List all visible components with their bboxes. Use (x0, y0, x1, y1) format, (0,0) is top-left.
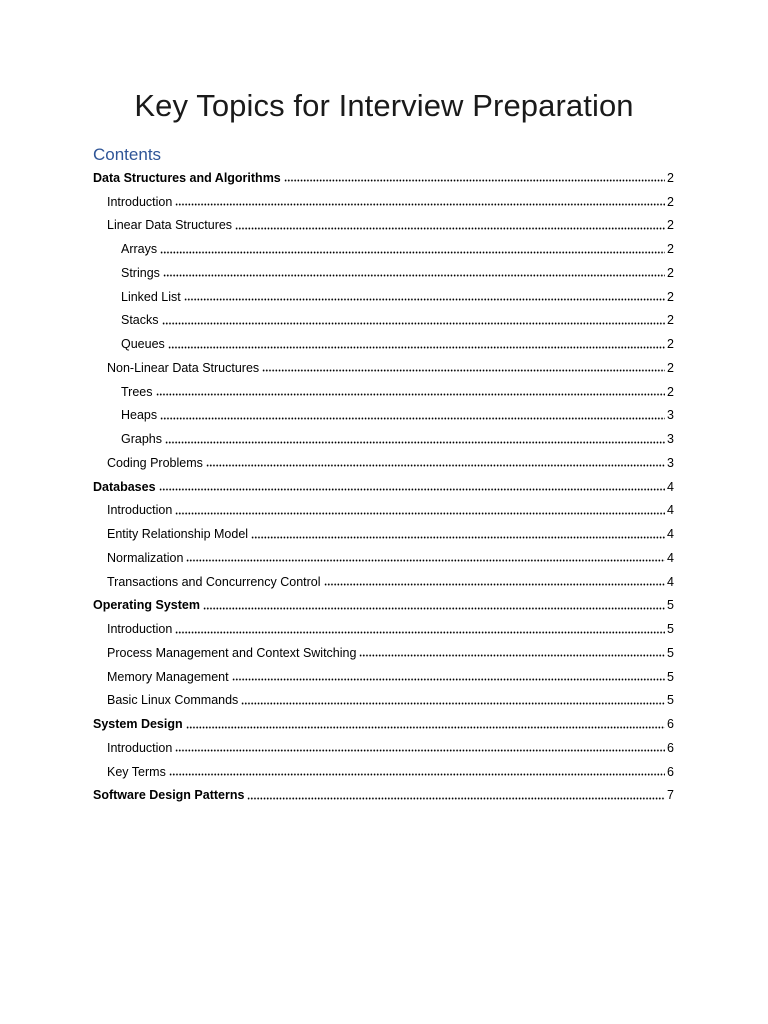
dot-leader (159, 488, 665, 491)
toc-entry-page-number: 6 (667, 717, 674, 732)
dot-leader (186, 726, 665, 729)
toc-entry-title: Stacks (121, 313, 159, 328)
toc-entry[interactable] (93, 760, 674, 784)
dot-leader (163, 274, 665, 277)
toc-entry-page-number: 3 (667, 455, 674, 470)
toc-entry-page-number: 2 (667, 170, 674, 185)
toc-entry-title: Software Design Patterns (93, 788, 245, 803)
dot-leader (186, 559, 665, 562)
toc-entry-title: Introduction (107, 622, 173, 637)
toc-entry-page-number: 4 (667, 550, 674, 565)
toc-entry-page-number: 7 (667, 788, 674, 803)
toc-entry[interactable] (93, 427, 674, 451)
toc-entry-title: Introduction (107, 740, 173, 755)
dot-leader (162, 322, 665, 325)
dot-leader (160, 417, 665, 420)
toc-entry-title: Entity Relationship Model (107, 527, 249, 542)
toc-entry-page-number: 5 (667, 645, 674, 660)
toc-entry[interactable] (93, 522, 674, 546)
toc-entry-title: Linked List (121, 289, 181, 304)
dot-leader (241, 702, 665, 705)
toc-heading: Contents (93, 145, 162, 164)
dot-leader (169, 773, 665, 776)
toc-entry[interactable] (93, 451, 674, 475)
dot-leader (175, 749, 665, 752)
dot-leader (184, 298, 665, 301)
dot-leader (235, 227, 665, 230)
toc-entry-page-number: 2 (667, 360, 674, 375)
toc-entry[interactable] (93, 641, 674, 665)
toc-entry[interactable] (93, 499, 674, 523)
dot-leader (165, 441, 665, 444)
toc-entry-title: Normalization (107, 550, 184, 565)
toc-entry[interactable] (93, 784, 674, 808)
toc-entry-page-number: 5 (667, 598, 674, 613)
toc-entry-page-number: 6 (667, 740, 674, 755)
toc-entry[interactable] (93, 475, 674, 499)
toc-entry-page-number: 2 (667, 218, 674, 233)
toc-entry-page-number: 4 (667, 574, 674, 589)
toc-entry-title: Graphs (121, 432, 162, 447)
toc-entry-title: Non-Linear Data Structures (107, 360, 260, 375)
toc-entry-title: Strings (121, 265, 160, 280)
toc-entry-page-number: 4 (667, 527, 674, 542)
toc-entry-page-number: 4 (667, 479, 674, 494)
toc-entry-page-number: 2 (667, 289, 674, 304)
toc-entry[interactable] (93, 712, 674, 736)
toc-entry-title: Process Management and Context Switching (107, 645, 357, 660)
toc-entry-title: Databases (93, 479, 156, 494)
toc-entry[interactable] (93, 570, 674, 594)
toc-entry-page-number: 2 (667, 313, 674, 328)
toc-entry-title: Trees (121, 384, 153, 399)
toc-entry-title: Basic Linux Commands (107, 693, 239, 708)
dot-leader (160, 251, 665, 254)
toc-entry-title: System Design (93, 717, 183, 732)
toc-entry-title: Introduction (107, 503, 173, 518)
toc-entry-title: Data Structures and Algorithms (93, 170, 281, 185)
toc-entry-page-number: 2 (667, 337, 674, 352)
toc-entry-title: Coding Problems (107, 455, 203, 470)
dot-leader (168, 346, 665, 349)
toc-entry-title: Linear Data Structures (107, 218, 233, 233)
dot-leader (175, 512, 665, 515)
toc-entry[interactable] (93, 356, 674, 380)
toc-entry-page-number: 5 (667, 622, 674, 637)
toc-entry-page-number: 2 (667, 242, 674, 257)
toc-entry[interactable] (93, 689, 674, 713)
toc-entry-title: Arrays (121, 242, 158, 257)
toc-entry[interactable] (93, 190, 674, 214)
dot-leader (284, 179, 665, 182)
toc-entry-page-number: 5 (667, 693, 674, 708)
toc-entry-page-number: 5 (667, 669, 674, 684)
toc-entry[interactable] (93, 736, 674, 760)
toc-entry[interactable] (93, 546, 674, 570)
toc-entry[interactable] (93, 665, 674, 689)
dot-leader (324, 583, 665, 586)
toc-entry-title: Transactions and Concurrency Control (107, 574, 321, 589)
document-title: Key Topics for Interview Preparation (134, 88, 634, 123)
toc-entry-page-number: 2 (667, 384, 674, 399)
toc-entry[interactable] (93, 380, 674, 404)
toc-entry-page-number: 3 (667, 432, 674, 447)
dot-leader (251, 536, 665, 539)
toc-entry-title: Key Terms (107, 764, 166, 779)
toc-entry-page-number: 6 (667, 764, 674, 779)
dot-leader (232, 678, 665, 681)
dot-leader (359, 654, 665, 657)
dot-leader (203, 607, 665, 610)
toc-entry-title: Heaps (121, 408, 158, 423)
toc-entry-title: Memory Management (107, 669, 229, 684)
toc-entry-page-number: 3 (667, 408, 674, 423)
table-of-contents (93, 166, 674, 807)
dot-leader (206, 464, 665, 467)
toc-entry-title: Introduction (107, 194, 173, 209)
toc-entry[interactable] (93, 166, 674, 190)
dot-leader (156, 393, 666, 396)
toc-entry[interactable] (93, 214, 674, 238)
toc-entry-page-number: 2 (667, 194, 674, 209)
dot-leader (247, 797, 665, 800)
toc-entry[interactable] (93, 237, 674, 261)
dot-leader (262, 369, 665, 372)
dot-leader (175, 203, 665, 206)
toc-entry-page-number: 4 (667, 503, 674, 518)
toc-entry-title: Operating System (93, 598, 200, 613)
toc-entry[interactable] (93, 404, 674, 428)
dot-leader (175, 631, 665, 634)
toc-entry-title: Queues (121, 337, 165, 352)
toc-entry[interactable] (93, 309, 674, 333)
toc-entry[interactable] (93, 332, 674, 356)
toc-entry[interactable] (93, 285, 674, 309)
toc-entry-page-number: 2 (667, 265, 674, 280)
toc-entry[interactable] (93, 261, 674, 285)
toc-entry[interactable] (93, 617, 674, 641)
toc-entry[interactable] (93, 594, 674, 618)
